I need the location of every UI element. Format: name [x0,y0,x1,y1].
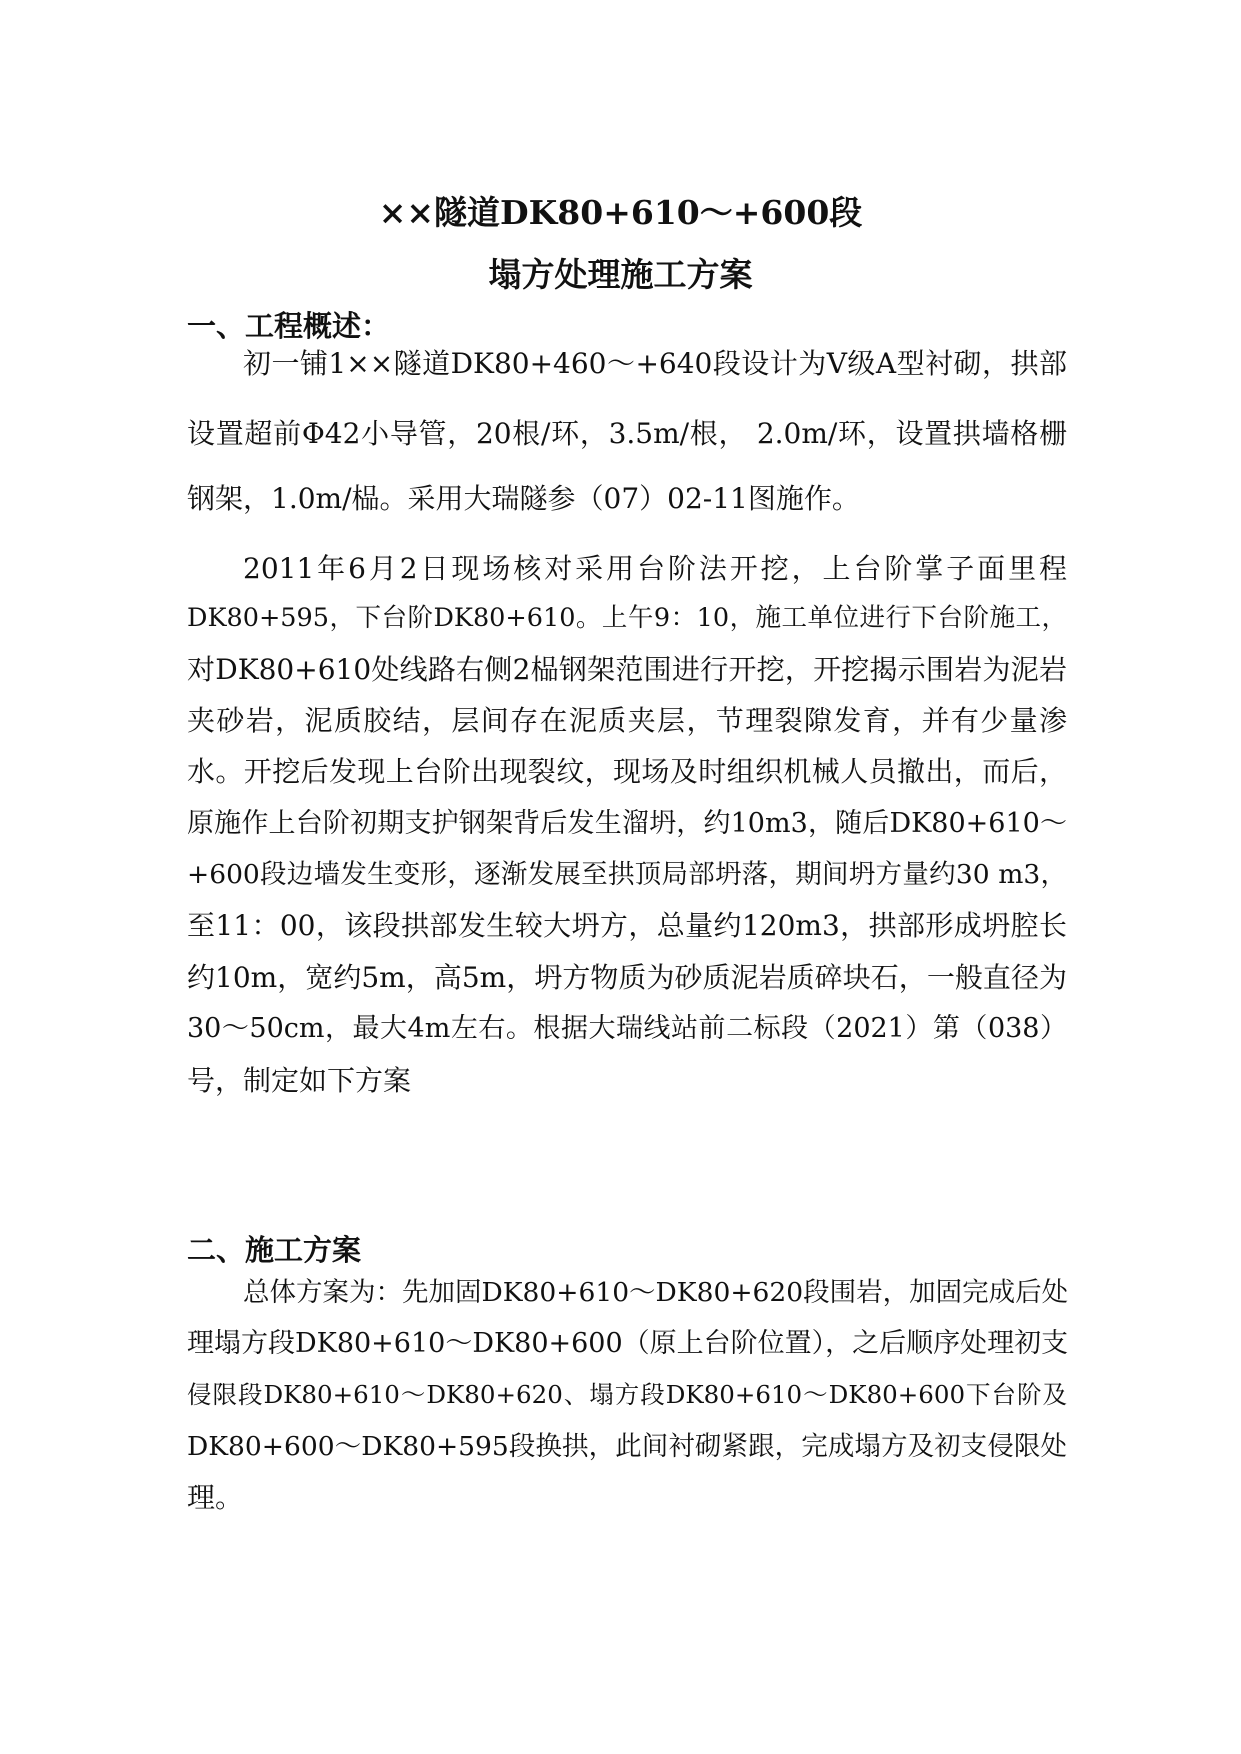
paragraph2-line: 至11：00，该段拱部发生较大坍方，总量约120m3，拱部形成坍腔长 [187,909,1067,942]
paragraph2-line: 原施作上台阶初期支护钢架背后发生溜坍，约10m3，随后DK80+610～ [187,808,1067,839]
paragraph2-line: 号，制定如下方案 [187,1064,412,1097]
paragraph3-line: 理塌方段DK80+610～DK80+600（原上台阶位置），之后顺序处理初支 [187,1328,1069,1359]
paragraph2-line: 2011年6月2日现场核对采用台阶法开挖，上台阶掌子面里程 [243,552,1067,585]
paragraph2-line: 对DK80+610处线路右侧2榀钢架范围进行开挖，开挖揭示围岩为泥岩 [187,653,1067,686]
paragraph3-line: 侵限段DK80+610～DK80+620、塌方段DK80+610～DK80+600下台阶及 [187,1380,1067,1409]
paragraph2-line: 约10m，宽约5m，高5m，坍方物质为砂质泥岩质碎块石，一般直径为 [187,961,1067,994]
document-title-line1: ××隧道DK80+610～+600段 [378,193,863,232]
paragraph2-line: 30～50cm，最大4m左右。根据大瑞线站前二标段（2021）第（038） [187,1013,1067,1044]
paragraph2-line: 夹砂岩，泥质胶结，层间存在泥质夹层，节理裂隙发育，并有少量渗 [187,704,1067,737]
section2-heading: 二、施工方案 [187,1233,362,1267]
paragraph2-line: 水。开挖后发现上台阶出现裂纹，现场及时组织机械人员撤出，而后， [187,755,1067,788]
paragraph3-line: 理。 [187,1481,244,1514]
paragraph1-line: 设置超前Φ42小导管，20根/环，3.5m/根， 2.0m/环，设置拱墙格栅 [187,417,1067,450]
paragraph1-line: 钢架，1.0m/榀。采用大瑞隧参（07）02-11图施作。 [187,482,860,515]
paragraph1-line: 初一铺1××隧道DK80+460～+640段设计为Ⅴ级A型衬砌，拱部 [243,347,1067,380]
paragraph2-line: +600段边墙发生变形，逐渐发展至拱顶局部坍落，期间坍方量约30 m3， [187,859,1067,890]
document-title-line2: 塌方处理施工方案 [488,255,753,294]
paragraph2-line: DK80+595，下台阶DK80+610。上午9：10，施工单位进行下台阶施工， [187,603,1067,633]
section1-heading: 一、工程概述： [187,309,391,343]
paragraph3-line: 总体方案为：先加固DK80+610～DK80+620段围岩，加固完成后处 [243,1277,1069,1308]
paragraph3-line: DK80+600～DK80+595段换拱，此间衬砌紧跟，完成塌方及初支侵限处 [187,1431,1067,1462]
